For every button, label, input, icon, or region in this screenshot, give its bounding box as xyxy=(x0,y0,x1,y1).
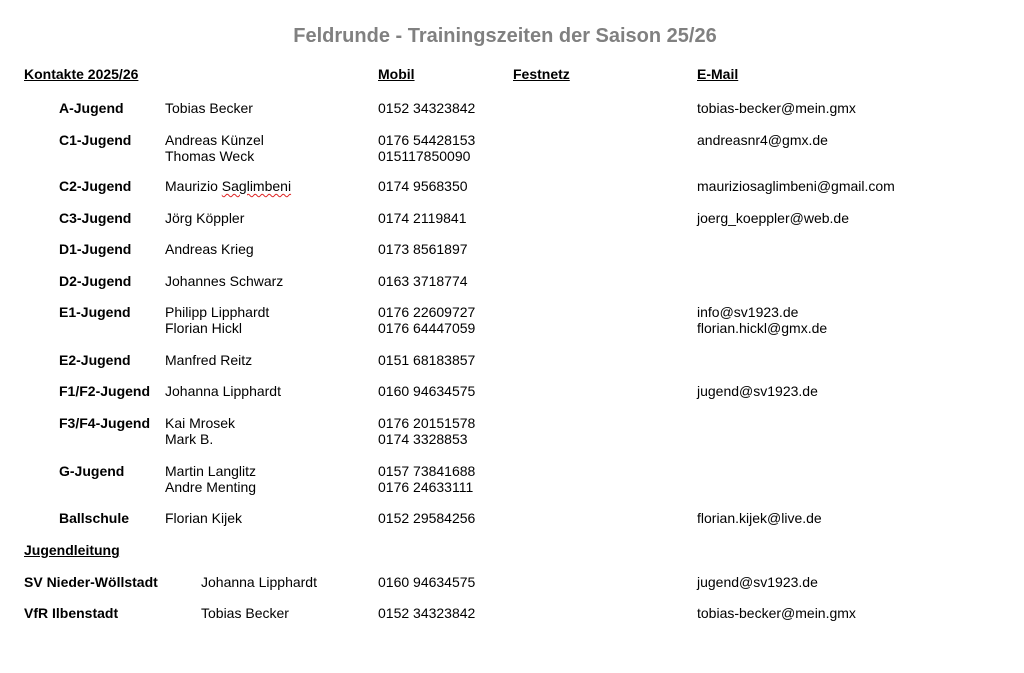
header-contacts: Kontakte 2025/26 xyxy=(24,66,139,82)
mobile-number: 0151 68183857 xyxy=(378,352,476,368)
contact-name-cell xyxy=(165,210,244,226)
contact-name: Florian Hickl xyxy=(165,320,243,336)
email-address[interactable]: joerg_koeppler@web.de xyxy=(697,210,849,226)
page-title: Feldrunde - Trainingszeiten der Saison 25/26 xyxy=(293,25,717,47)
email-address[interactable]: florian.kijek@live.de xyxy=(697,510,822,526)
team-name: E1-Jugend xyxy=(59,304,131,320)
team-name: A-Jugend xyxy=(59,100,124,116)
email-address-cell xyxy=(697,178,895,194)
contact-name: Thomas Weck xyxy=(165,148,255,164)
mobile-number: 015117850090 xyxy=(378,148,471,164)
contact-name: Martin Langlitz xyxy=(165,463,257,479)
surname-spellcheck: Saglimbeni xyxy=(221,178,292,194)
header-mobile: Mobil xyxy=(378,66,415,82)
team-name: C2-Jugend xyxy=(59,178,132,194)
mobile-number-cell xyxy=(378,304,475,336)
contact-name: Johannes Schwarz xyxy=(165,273,284,289)
mobile-number-cell xyxy=(378,273,468,289)
contact-name: Tobias Becker xyxy=(201,605,289,621)
mobile-number: 0174 9568350 xyxy=(378,178,468,194)
team-name: D1-Jugend xyxy=(59,241,132,257)
contact-name-cell xyxy=(165,352,252,368)
contact-name: Andreas Krieg xyxy=(165,241,254,257)
contact-name xyxy=(165,178,291,194)
mobile-number-cell xyxy=(378,132,475,164)
mobile-number: 0176 64447059 xyxy=(378,320,476,336)
contact-name-cell xyxy=(165,132,264,164)
email-address[interactable]: info@sv1923.de xyxy=(697,304,799,320)
mobile-number: 0160 94634575 xyxy=(378,574,476,590)
contact-name-cell xyxy=(165,463,256,495)
team-name: F1/F2-Jugend xyxy=(59,383,151,399)
mobile-number: 0152 34323842 xyxy=(378,605,476,621)
email-address-cell xyxy=(697,304,827,336)
team-name: E2-Jugend xyxy=(59,352,131,368)
mobile-number-cell xyxy=(378,178,468,194)
mobile-number: 0176 22609727 xyxy=(378,304,476,320)
email-address-cell xyxy=(697,100,856,116)
mobile-number: 0157 73841688 xyxy=(378,463,476,479)
email-address-cell xyxy=(697,510,822,526)
mobile-number: 0173 8561897 xyxy=(378,241,468,257)
contact-name-cell xyxy=(165,178,291,194)
team-name: C1-Jugend xyxy=(59,132,132,148)
contact-name: Mark B. xyxy=(165,431,214,447)
mobile-number-cell xyxy=(378,210,467,226)
email-address[interactable]: jugend@sv1923.de xyxy=(697,574,818,590)
mobile-number-cell xyxy=(378,383,475,399)
team-name: C3-Jugend xyxy=(59,210,132,226)
email-address[interactable]: tobias-becker@mein.gmx xyxy=(697,100,856,116)
club-name: VfR Ilbenstadt xyxy=(24,605,119,621)
team-name: Ballschule xyxy=(59,510,130,526)
contact-name: Philipp Lipphardt xyxy=(165,304,270,320)
header-landline: Festnetz xyxy=(513,66,570,82)
first-name: Maurizio xyxy=(165,178,222,194)
email-address[interactable]: jugend@sv1923.de xyxy=(697,383,818,399)
contact-name-cell xyxy=(165,273,283,289)
email-address-cell xyxy=(697,383,818,399)
email-address[interactable]: tobias-becker@mein.gmx xyxy=(697,605,856,621)
mobile-number: 0176 20151578 xyxy=(378,415,476,431)
mobile-number: 0152 29584256 xyxy=(378,510,476,526)
contact-name-cell xyxy=(165,510,242,526)
mobile-number-cell xyxy=(378,352,475,368)
contact-name: Johanna Lipphardt xyxy=(201,574,317,590)
contact-name-cell xyxy=(165,304,269,336)
contact-name: Andreas Künzel xyxy=(165,132,264,148)
email-address-cell xyxy=(697,210,849,226)
email-address-cell xyxy=(697,132,828,148)
contact-name: Manfred Reitz xyxy=(165,352,253,368)
contact-name: Florian Kijek xyxy=(165,510,243,526)
email-address[interactable]: andreasnr4@gmx.de xyxy=(697,132,828,148)
contact-name: Andre Menting xyxy=(165,479,257,495)
contact-name-cell xyxy=(165,241,254,257)
mobile-number: 0160 94634575 xyxy=(378,383,476,399)
contact-name: Jörg Köppler xyxy=(165,210,245,226)
contact-name-cell xyxy=(165,415,235,447)
mobile-number: 0174 3328853 xyxy=(378,431,468,447)
mobile-number: 0163 3718774 xyxy=(378,273,468,289)
header-email: E-Mail xyxy=(697,66,739,82)
mobile-number-cell xyxy=(378,415,475,447)
leadership-heading: Jugendleitung xyxy=(24,542,120,558)
mobile-number-cell xyxy=(378,100,475,116)
team-name: F3/F4-Jugend xyxy=(59,415,151,431)
contact-name-cell xyxy=(165,383,281,399)
club-name: SV Nieder-Wöllstadt xyxy=(24,574,158,590)
mobile-number-cell xyxy=(378,241,468,257)
email-address[interactable]: mauriziosaglimbeni@gmail.com xyxy=(697,178,895,194)
team-name: G-Jugend xyxy=(59,463,125,479)
mobile-number-cell xyxy=(378,463,475,495)
mobile-number: 0176 54428153 xyxy=(378,132,476,148)
contact-name: Tobias Becker xyxy=(165,100,253,116)
email-address[interactable]: florian.hickl@gmx.de xyxy=(697,320,828,336)
contact-name: Kai Mrosek xyxy=(165,415,236,431)
mobile-number: 0176 24633111 xyxy=(378,479,474,495)
mobile-number: 0174 2119841 xyxy=(378,210,467,226)
mobile-number: 0152 34323842 xyxy=(378,100,476,116)
contact-name: Johanna Lipphardt xyxy=(165,383,281,399)
contact-name-cell xyxy=(165,100,253,116)
mobile-number-cell xyxy=(378,510,475,526)
team-name: D2-Jugend xyxy=(59,273,132,289)
